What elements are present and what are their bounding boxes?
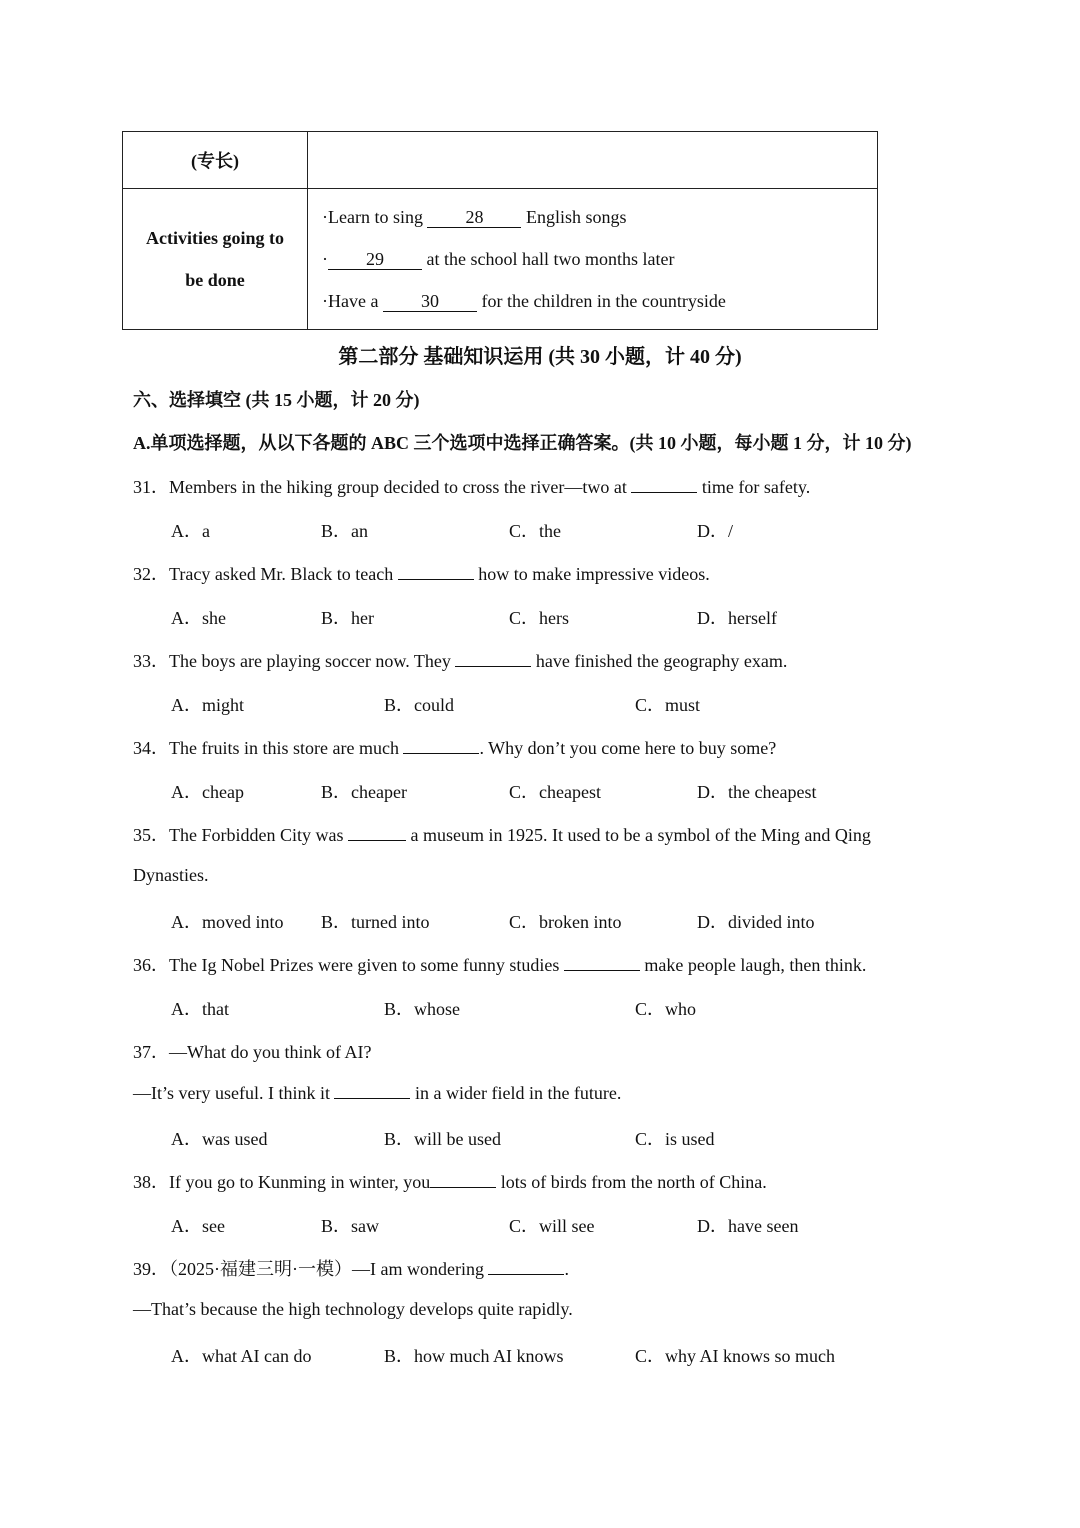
activities-cell bbox=[308, 189, 878, 330]
row-label bbox=[123, 189, 308, 330]
activity-line bbox=[308, 280, 877, 322]
question-37-reply bbox=[133, 1082, 621, 1104]
partA-heading: A.单项选择题，从以下各题的 ABC 三个选项中选择正确答案。(共 10 小题，每小题 1 分，计 10 分) bbox=[133, 433, 912, 453]
activity-text: ·Have a bbox=[322, 291, 383, 311]
question-39 bbox=[133, 1255, 569, 1281]
option-a[interactable]: A．cheap bbox=[171, 782, 244, 802]
option-b[interactable]: B．her bbox=[321, 608, 374, 628]
question-text: 35．The Forbidden City was bbox=[133, 825, 348, 845]
question-text: 33．The boys are playing soccer now. They bbox=[133, 651, 456, 671]
option-a[interactable]: A．moved into bbox=[171, 912, 284, 932]
activity-text: English songs bbox=[521, 207, 627, 227]
activity-text: at the school hall two months later bbox=[422, 249, 675, 269]
option-c[interactable]: C．broken into bbox=[509, 912, 622, 932]
option-c[interactable]: C．who bbox=[635, 999, 697, 1019]
option-c[interactable]: C．the bbox=[509, 521, 561, 541]
option-a[interactable]: A．a bbox=[171, 521, 210, 541]
section-title: 第二部分 基础知识运用 (共 30 小题，计 40 分) bbox=[338, 346, 742, 368]
answer-blank bbox=[348, 824, 406, 841]
table-row bbox=[123, 189, 878, 330]
question-text: lots of birds from the north of China. bbox=[496, 1172, 767, 1192]
option-a[interactable]: A．was used bbox=[171, 1129, 268, 1149]
option-d[interactable]: D．the cheapest bbox=[697, 782, 817, 802]
activity-line bbox=[308, 196, 877, 238]
answer-blank bbox=[631, 476, 697, 493]
question-text: . bbox=[564, 1259, 569, 1279]
option-c[interactable]: C．why AI knows so much bbox=[635, 1346, 836, 1366]
option-c[interactable]: C．must bbox=[635, 695, 701, 715]
option-b[interactable]: B．saw bbox=[321, 1216, 379, 1236]
option-b[interactable]: B．cheaper bbox=[321, 782, 407, 802]
part6-heading: 六、选择填空 (共 15 小题，计 20 分) bbox=[133, 390, 420, 410]
question-text: how to make impressive videos. bbox=[473, 564, 710, 584]
option-c[interactable]: C．cheapest bbox=[509, 782, 601, 802]
row-value-empty bbox=[308, 132, 878, 189]
option-a[interactable]: A．see bbox=[171, 1216, 225, 1236]
option-d[interactable]: D．/ bbox=[697, 521, 733, 541]
question-text: in a wider field in the future. bbox=[410, 1083, 622, 1103]
question-39-reply: —That’s because the high technology develops quite rapidly. bbox=[133, 1299, 573, 1319]
info-table bbox=[122, 131, 878, 330]
question-35-continued: Dynasties. bbox=[133, 865, 209, 885]
question-text: —It’s very useful. I think it bbox=[133, 1083, 335, 1103]
question-31 bbox=[133, 473, 810, 499]
answer-blank: 28 bbox=[427, 207, 521, 228]
row-label: (专长) bbox=[123, 132, 308, 189]
question-37: 37．—What do you think of AI? bbox=[133, 1042, 372, 1062]
question-text: 32．Tracy asked Mr. Black to teach bbox=[133, 564, 398, 584]
answer-blank: 29 bbox=[328, 249, 422, 270]
row-label-line: Activities going to bbox=[146, 228, 284, 248]
option-d[interactable]: D．have seen bbox=[697, 1216, 799, 1236]
question-text: time for safety. bbox=[697, 477, 811, 497]
option-a[interactable]: A．might bbox=[171, 695, 245, 715]
question-text: 31．Members in the hiking group decided to cross the river—two at bbox=[133, 477, 632, 497]
question-text: 38．If you go to Kunming in winter, you bbox=[133, 1172, 431, 1192]
answer-blank bbox=[488, 1258, 564, 1275]
activity-text: ·Learn to sing bbox=[322, 207, 428, 227]
question-38 bbox=[133, 1168, 767, 1194]
question-text: a museum in 1925. It used to be a symbol of the Ming and Qing bbox=[405, 825, 871, 845]
option-b[interactable]: B．will be used bbox=[384, 1129, 501, 1149]
question-33 bbox=[133, 647, 787, 673]
question-32 bbox=[133, 560, 710, 586]
answer-blank bbox=[334, 1082, 410, 1099]
option-c[interactable]: C．is used bbox=[635, 1129, 715, 1149]
option-a[interactable]: A．she bbox=[171, 608, 226, 628]
question-text: have finished the geography exam. bbox=[531, 651, 788, 671]
answer-blank bbox=[455, 650, 531, 667]
answer-blank bbox=[564, 954, 640, 971]
answer-blank bbox=[403, 737, 479, 754]
question-text: 34．The fruits in this store are much bbox=[133, 738, 404, 758]
question-text: 39．（2025·福建三明·一模）—I am wondering bbox=[133, 1259, 489, 1279]
option-a[interactable]: A．what AI can do bbox=[171, 1346, 312, 1366]
option-d[interactable]: D．herself bbox=[697, 608, 777, 628]
activity-text: · bbox=[322, 249, 328, 269]
option-b[interactable]: B．how much AI knows bbox=[384, 1346, 564, 1366]
option-b[interactable]: B．could bbox=[384, 695, 454, 715]
option-b[interactable]: B．whose bbox=[384, 999, 460, 1019]
row-label-line: be done bbox=[185, 270, 245, 290]
option-d[interactable]: D．divided into bbox=[697, 912, 815, 932]
question-36 bbox=[133, 951, 866, 977]
option-b[interactable]: B．an bbox=[321, 521, 368, 541]
activity-line bbox=[308, 238, 877, 280]
option-c[interactable]: C．hers bbox=[509, 608, 569, 628]
activity-text: for the children in the countryside bbox=[476, 291, 726, 311]
answer-blank bbox=[430, 1171, 496, 1188]
question-text: 36．The Ig Nobel Prizes were given to some funny studies bbox=[133, 955, 564, 975]
option-c[interactable]: C．will see bbox=[509, 1216, 595, 1236]
question-text: make people laugh, then think. bbox=[639, 955, 867, 975]
option-a[interactable]: A．that bbox=[171, 999, 229, 1019]
question-text: . Why don’t you come here to buy some? bbox=[479, 738, 777, 758]
table-row bbox=[123, 132, 878, 189]
question-35 bbox=[133, 821, 871, 847]
answer-blank bbox=[398, 563, 474, 580]
question-34 bbox=[133, 734, 776, 760]
option-b[interactable]: B．turned into bbox=[321, 912, 430, 932]
answer-blank: 30 bbox=[383, 291, 477, 312]
